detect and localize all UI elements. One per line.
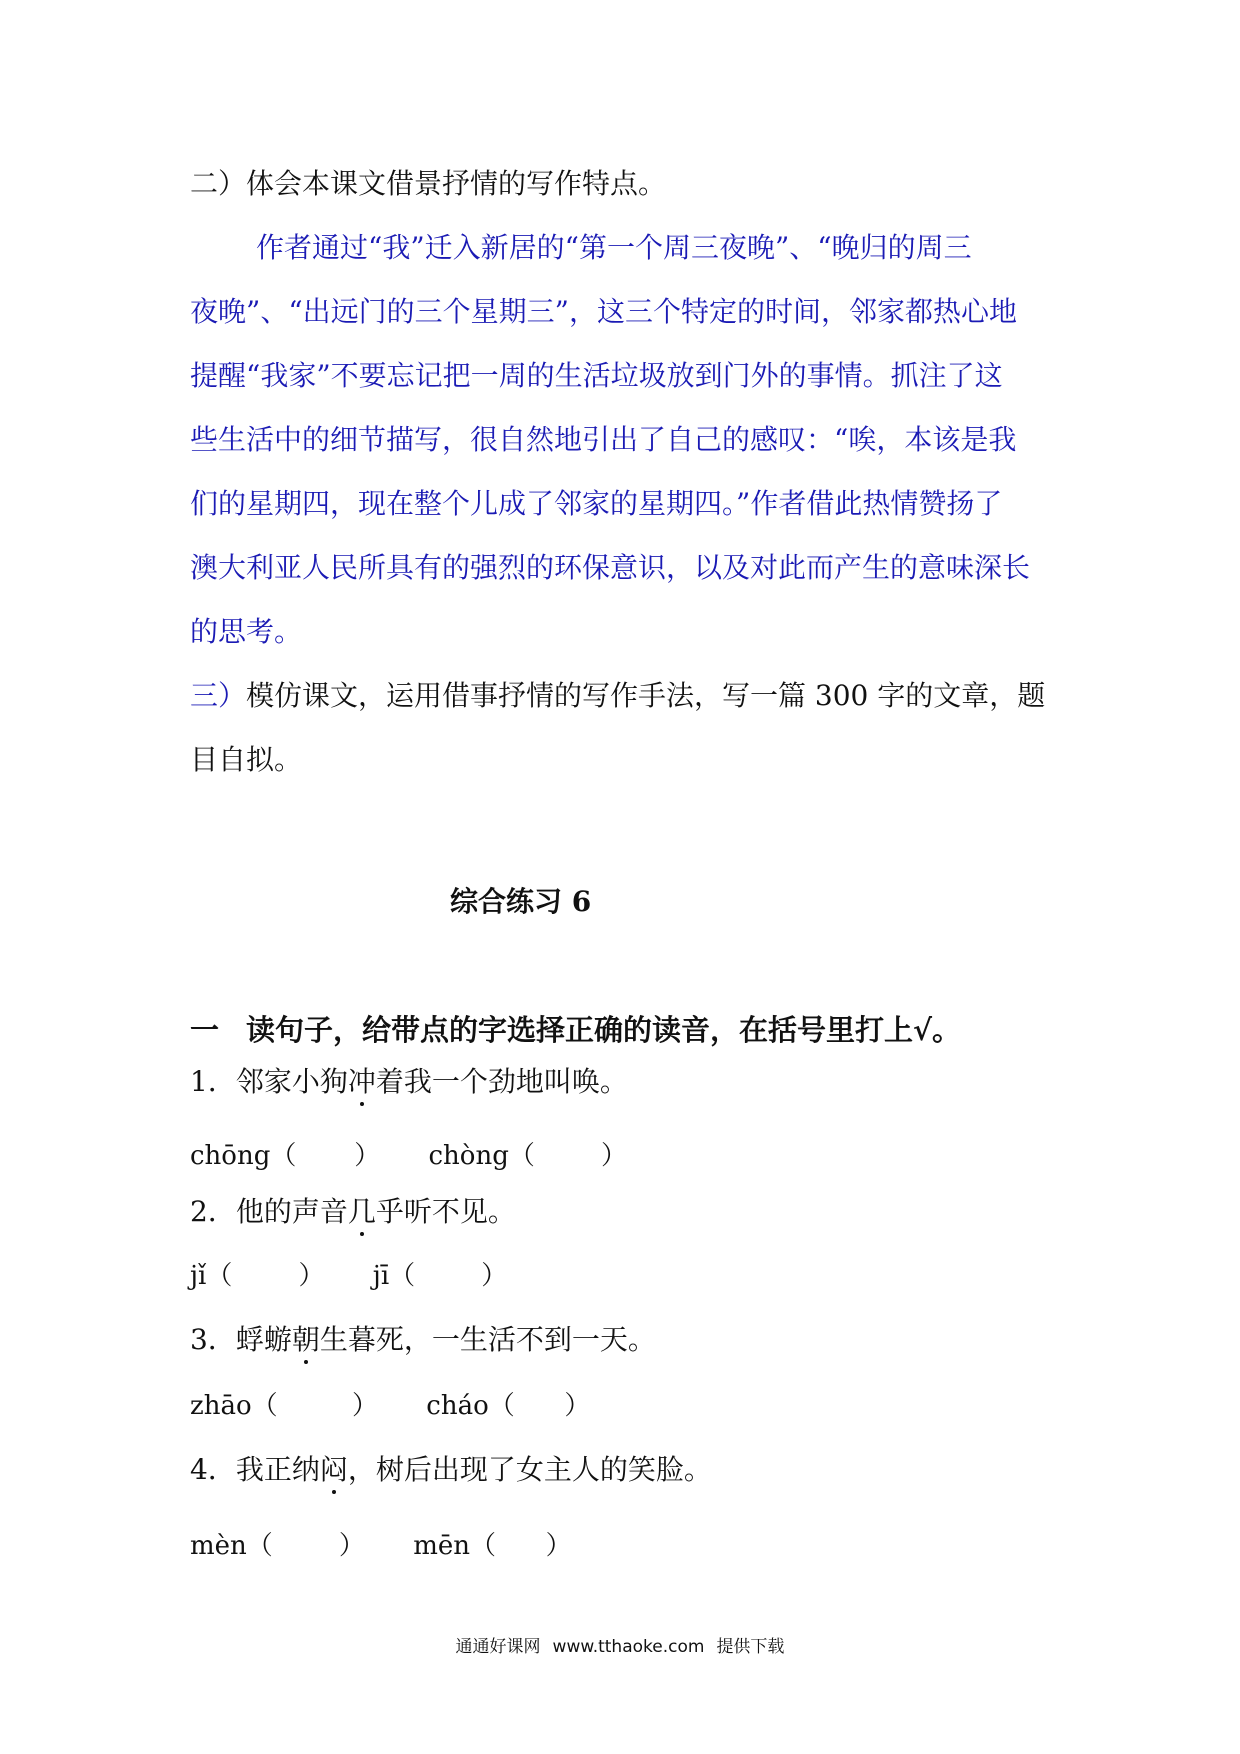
- pinyin-label: chòng: [428, 1141, 509, 1171]
- answer-option[interactable]: [426, 1388, 590, 1424]
- sentence-text: 蜉蝣: [235, 1323, 292, 1356]
- paragraph-line: 的思考。: [190, 615, 303, 648]
- sentence-text: 我正纳: [235, 1453, 320, 1486]
- answer-blank[interactable]: （ ）: [469, 1531, 572, 1561]
- answer-option[interactable]: [190, 1258, 325, 1294]
- paragraph-line: 提醒“我家”不要忘记把一周的生活垃圾放到门外的事情。抓注了这: [190, 359, 1003, 392]
- paragraph-line: 们的星期四，现在整个儿成了邻家的星期四。”作者借此热情赞扬了: [190, 487, 1003, 520]
- pinyin-label: jǐ: [190, 1261, 207, 1291]
- dotted-character: 冲: [347, 1065, 376, 1098]
- item-label: 1．: [190, 1065, 236, 1098]
- pinyin-label: zhāo: [190, 1391, 252, 1421]
- section3-text: 模仿课文，运用借事抒情的写作手法，写一篇 300 字的文章，题: [246, 679, 1046, 712]
- sentence-item: [190, 1192, 516, 1232]
- sentence-text: ，树后出现了女主人的笑脸。: [347, 1453, 712, 1486]
- answer-option[interactable]: [190, 1528, 365, 1564]
- pinyin-label: chōng: [190, 1141, 271, 1171]
- paragraph-line: 澳大利亚人民所具有的强烈的环保意识，以及对此而产生的意味深长: [190, 551, 1031, 584]
- sentence-item: [190, 1062, 628, 1102]
- page-footer: [0, 1632, 1240, 1657]
- answer-blank[interactable]: （ ）: [270, 1141, 381, 1171]
- sentence-text: 乎听不见。: [375, 1195, 516, 1228]
- answer-option[interactable]: [428, 1138, 626, 1174]
- answer-option[interactable]: [373, 1258, 508, 1294]
- paragraph-line: 夜晚”、“出远门的三个星期三”，这三个特定的时间，邻家都热心地: [190, 295, 1017, 328]
- answer-option[interactable]: [190, 1138, 380, 1174]
- answer-blank[interactable]: （ ）: [246, 1531, 365, 1561]
- answer-blank[interactable]: （ ）: [206, 1261, 325, 1291]
- question-heading: [190, 1008, 961, 1049]
- section3-prefix: 三）: [190, 679, 247, 712]
- paragraph-line: 些生活中的细节描写，很自然地引出了自己的感叹：“唉，本该是我: [190, 423, 1017, 456]
- answer-options: [190, 1258, 547, 1294]
- sentence-text: 生暮死，一生活不到一天。: [319, 1323, 656, 1356]
- pinyin-label: mēn: [413, 1531, 470, 1561]
- answer-options: [190, 1388, 630, 1424]
- item-label: 3．: [190, 1323, 236, 1356]
- section3-line-2: 目自拟。: [190, 743, 303, 776]
- footer-url[interactable]: www.tthaoke.com: [552, 1637, 705, 1657]
- answer-blank[interactable]: （ ）: [389, 1261, 508, 1291]
- sentence-text: 他的声音: [235, 1195, 348, 1228]
- pinyin-label: cháo: [426, 1391, 489, 1421]
- answer-option[interactable]: [413, 1528, 571, 1564]
- answer-blank[interactable]: （ ）: [488, 1391, 591, 1421]
- dotted-character: 几: [347, 1195, 376, 1228]
- sentence-item: [190, 1450, 712, 1490]
- answer-options: [190, 1138, 667, 1174]
- paragraph-line: 作者通过“我”迁入新居的“第一个周三夜晚”、“晚归的周三: [256, 231, 972, 264]
- answer-blank[interactable]: （ ）: [251, 1391, 378, 1421]
- exercise-title: 综合练习 6: [450, 885, 592, 918]
- sentence-text: 邻家小狗: [235, 1065, 348, 1098]
- question-instruction: 读句子，给带点的字选择正确的读音，在括号里打上√。: [246, 1013, 962, 1047]
- dotted-character: 朝: [291, 1323, 320, 1356]
- sentence-item: [190, 1320, 656, 1360]
- dotted-character: 闷: [319, 1453, 348, 1486]
- footer-note: 提供下载: [716, 1637, 785, 1657]
- answer-option[interactable]: [190, 1388, 378, 1424]
- item-label: 2．: [190, 1195, 236, 1228]
- item-label: 4．: [190, 1453, 236, 1486]
- sentence-text: 着我一个劲地叫唤。: [375, 1065, 628, 1098]
- answer-options: [190, 1528, 612, 1564]
- section2-heading: 二）体会本课文借景抒情的写作特点。: [190, 167, 667, 200]
- section3-line: [190, 676, 1045, 716]
- question-number: 一: [190, 1013, 220, 1047]
- answer-blank[interactable]: （ ）: [508, 1141, 627, 1171]
- pinyin-label: jī: [372, 1261, 390, 1291]
- pinyin-label: mèn: [190, 1531, 247, 1561]
- footer-site-name: 通通好课网: [455, 1637, 541, 1657]
